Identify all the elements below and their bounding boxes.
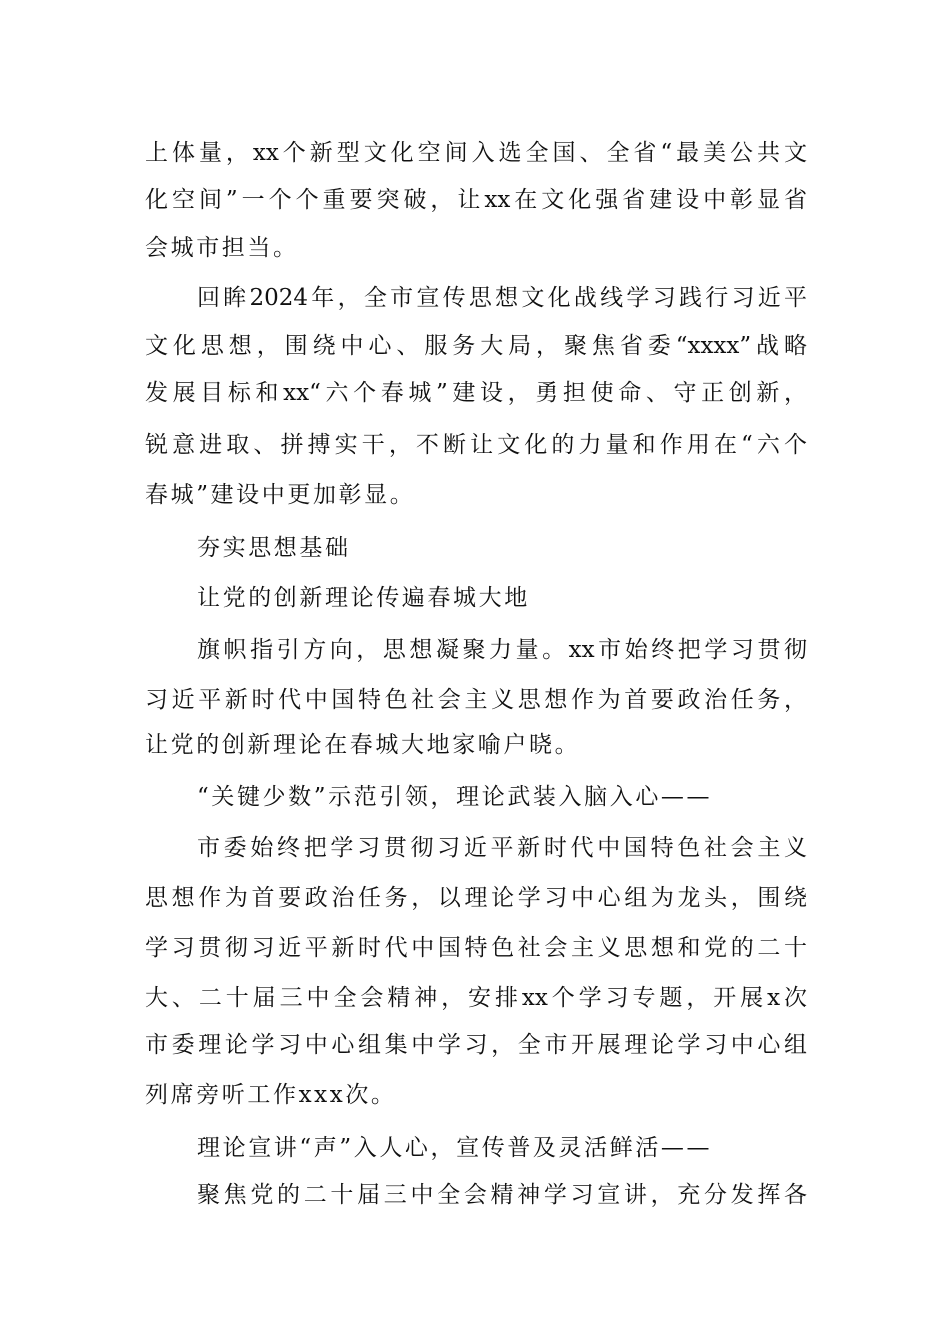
text-line: 让党的创新理论在春城大地家喻户晓。: [145, 732, 581, 758]
text-line: 化空间”一个个重要突破，让xx在文化强省建设中彰显省: [145, 187, 807, 213]
text-line: 旗帜指引方向，思想凝聚力量。xx市始终把学习贯彻: [197, 637, 807, 663]
text-line: 思想作为首要政治任务，以理论学习中心组为龙头，围绕: [145, 885, 807, 911]
text-line: 春城”建设中更加彰显。: [145, 482, 416, 508]
text-line: 大、二十届三中全会精神，安排xx个学习专题，开展x次: [145, 985, 807, 1011]
text-line: 习近平新时代中国特色社会主义思想作为首要政治任务，: [145, 687, 807, 713]
text-line: 让党的创新理论传遍春城大地: [197, 585, 530, 611]
text-line: 聚焦党的二十届三中全会精神学习宣讲，充分发挥各: [197, 1182, 807, 1208]
text-line: 理论宣讲“声”入人心，宣传普及灵活鲜活——: [197, 1135, 713, 1161]
text-line: 发展目标和xx“六个春城”建设，勇担使命、守正创新，: [145, 380, 807, 406]
text-line: 上体量，xx个新型文化空间入选全国、全省“最美公共文: [145, 140, 807, 166]
text-line: 夯实思想基础: [197, 535, 351, 561]
text-line: 市委理论学习中心组集中学习，全市开展理论学习中心组: [145, 1032, 807, 1058]
text-line: 回眸2024年，全市宣传思想文化战线学习践行习近平: [197, 285, 807, 311]
text-line: 学习贯彻习近平新时代中国特色社会主义思想和党的二十: [145, 935, 807, 961]
text-line: 文化思想，围绕中心、服务大局，聚焦省委“xxxx”战略: [145, 333, 807, 359]
text-line: 市委始终把学习贯彻习近平新时代中国特色社会主义: [197, 835, 807, 861]
text-line: 会城市担当。: [145, 235, 299, 261]
text-line: 列席旁听工作xxx次。: [145, 1082, 397, 1108]
text-line: 锐意进取、拼搏实干，不断让文化的力量和作用在“六个: [145, 432, 807, 458]
text-line: “关键少数”示范引领，理论武装入脑入心——: [197, 784, 713, 810]
